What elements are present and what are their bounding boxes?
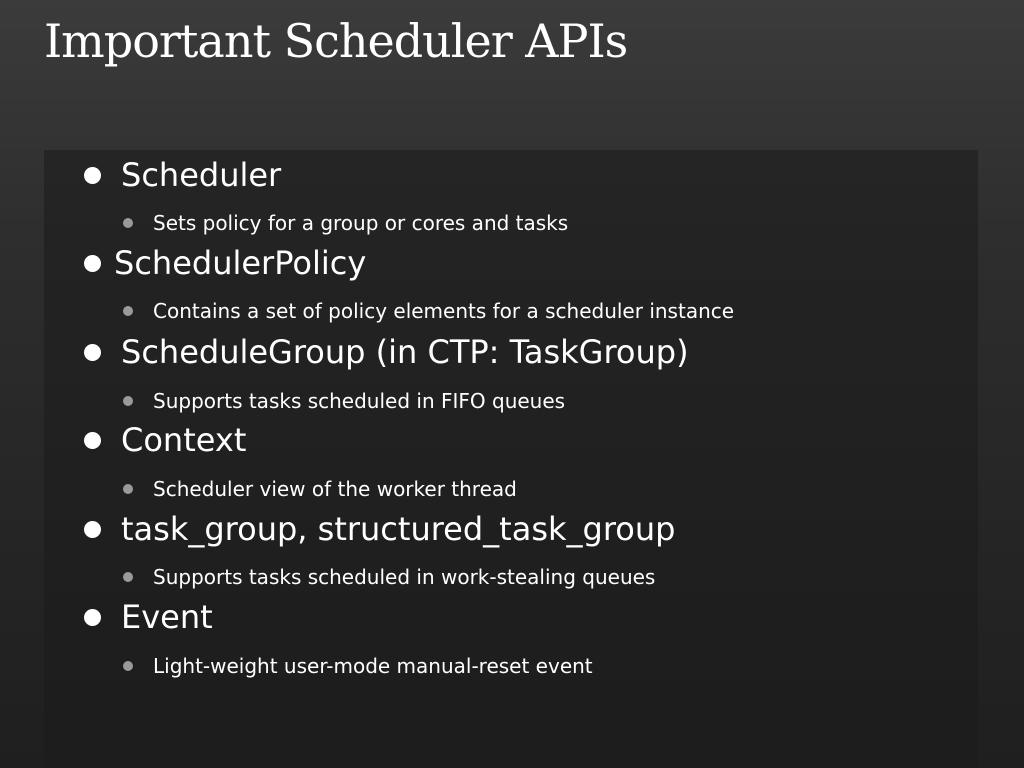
- bullet-dot-icon: [84, 609, 101, 626]
- sub-bullet-label: Supports tasks scheduled in work-stealing queues: [153, 565, 656, 589]
- sub-bullet-dot-icon: [123, 484, 133, 494]
- sub-bullet-label: Sets policy for a group or cores and tasks: [153, 211, 569, 235]
- bullet-dot-icon: [84, 255, 101, 272]
- sub-bullet-dot-icon: [123, 218, 133, 228]
- bullet-dot-icon: [84, 167, 101, 184]
- bullet-dot-icon: [84, 432, 101, 449]
- sub-bullet-dot-icon: [123, 396, 133, 406]
- bullet-label: Scheduler: [121, 156, 282, 194]
- bullet-label: SchedulerPolicy: [114, 244, 367, 282]
- sub-bullet-label: Contains a set of policy elements for a scheduler instance: [153, 299, 735, 323]
- sub-bullet-dot-icon: [123, 661, 133, 671]
- content-panel: [44, 150, 978, 768]
- sub-bullet-dot-icon: [123, 572, 133, 582]
- bullet-dot-icon: [84, 521, 101, 538]
- bullet-label: ScheduleGroup (in CTP: TaskGroup): [121, 333, 689, 371]
- bullet-label: task_group, structured_task_group: [121, 510, 676, 548]
- sub-bullet-label: Supports tasks scheduled in FIFO queues: [153, 389, 566, 413]
- sub-bullet-label: Light-weight user-mode manual-reset event: [153, 654, 593, 678]
- bullet-label: Context: [121, 421, 247, 459]
- bullet-label: Event: [121, 598, 213, 636]
- slide-title: Important Scheduler APIs: [44, 14, 628, 68]
- sub-bullet-label: Scheduler view of the worker thread: [153, 477, 517, 501]
- sub-bullet-dot-icon: [123, 306, 133, 316]
- bullet-dot-icon: [84, 344, 101, 361]
